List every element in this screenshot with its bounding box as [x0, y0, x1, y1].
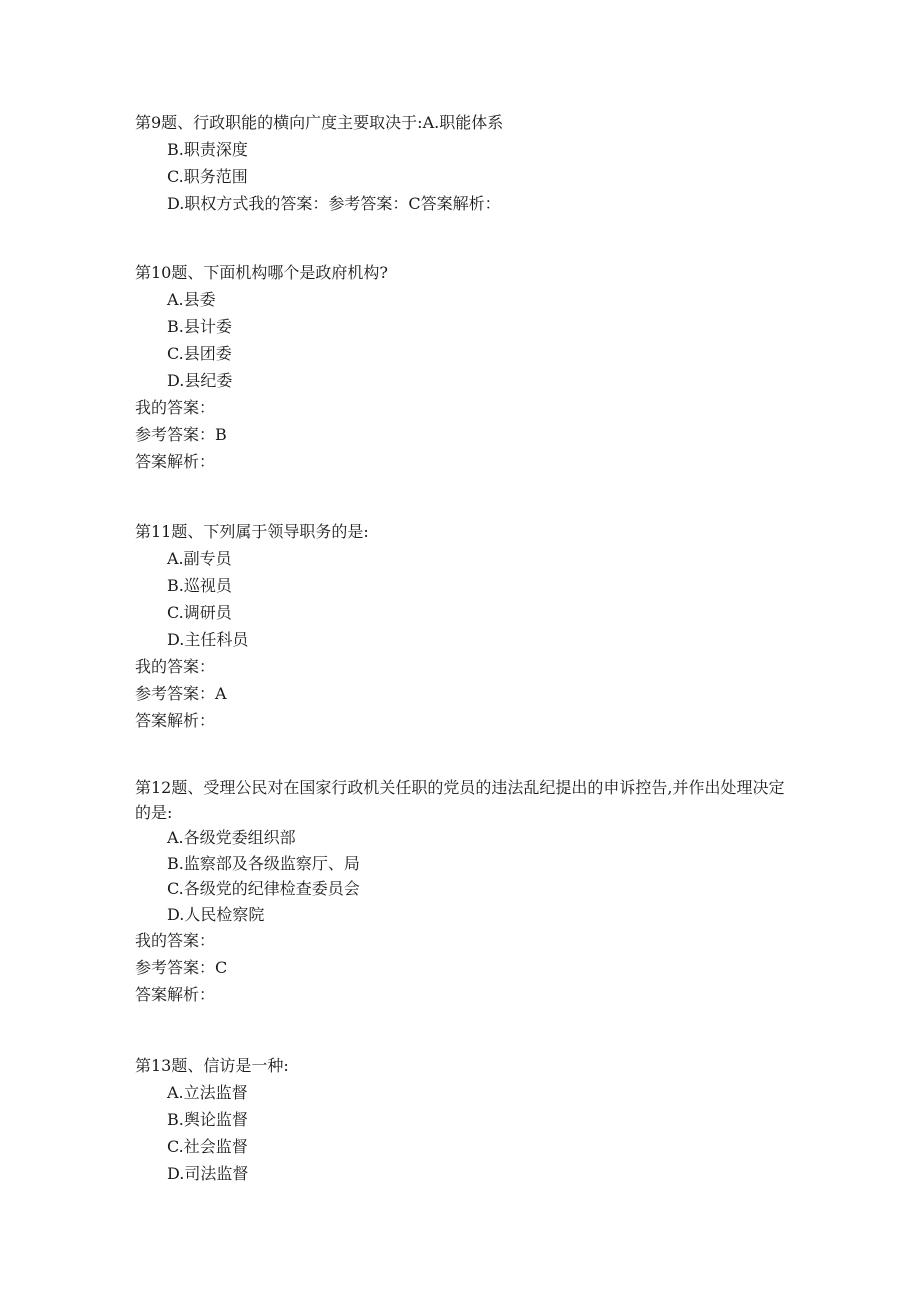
- option-b: B.巡视员: [167, 576, 232, 595]
- option-a: A.各级党委组织部: [167, 828, 296, 847]
- option-b: B.县计委: [167, 317, 232, 336]
- option-c: C.社会监督: [167, 1137, 248, 1156]
- question-stem: 第10题、下面机构哪个是政府机构?: [135, 263, 388, 282]
- option-a: A.县委: [167, 290, 216, 309]
- option-b: B.监察部及各级监察厅、局: [167, 853, 360, 873]
- question-12: [135, 775, 795, 1008]
- question-11: [135, 518, 795, 734]
- option-c: C.各级党的纪律检查委员会: [167, 879, 360, 898]
- option-a: A.立法监督: [167, 1083, 248, 1102]
- question-stem: 第11题、下列属于领导职务的是:: [135, 522, 369, 541]
- answer-analysis-label: 答案解析：: [135, 711, 216, 730]
- question-13: [135, 1052, 795, 1187]
- option-c: C.职务范围: [167, 167, 248, 186]
- option-d: D.县纪委: [167, 371, 233, 390]
- option-c: C.县团委: [167, 344, 232, 363]
- my-answer-label: 我的答案：: [135, 657, 216, 676]
- option-d: D.人民检察院: [167, 904, 265, 924]
- question-stem: 第13题、信访是一种:: [135, 1056, 289, 1075]
- answer-analysis-label: 答案解析：: [135, 985, 216, 1004]
- reference-answer: 参考答案：A: [135, 684, 227, 703]
- question-10: [135, 259, 795, 475]
- answer-analysis-label: 答案解析：: [135, 452, 216, 471]
- option-d: D.职权方式我的答案：参考答案：C答案解析：: [167, 194, 501, 213]
- option-b: B.舆论监督: [167, 1110, 248, 1129]
- option-c: C.调研员: [167, 603, 232, 622]
- question-stem: 第9题、行政职能的横向广度主要取决于:A.职能体系: [135, 113, 504, 132]
- my-answer-label: 我的答案：: [135, 398, 216, 417]
- reference-answer: 参考答案：C: [135, 958, 228, 977]
- my-answer-label: 我的答案：: [135, 931, 216, 950]
- option-b: B.职责深度: [167, 140, 248, 159]
- question-stem: 第12题、受理公民对在国家行政机关任职的党员的违法乱纪提出的申诉控告,并作出处理决定的是:: [135, 778, 785, 822]
- option-d: D.司法监督: [167, 1164, 249, 1183]
- option-a: A.副专员: [167, 549, 232, 568]
- option-d: D.主任科员: [167, 630, 249, 649]
- question-9: [135, 109, 795, 217]
- reference-answer: 参考答案：B: [135, 425, 227, 444]
